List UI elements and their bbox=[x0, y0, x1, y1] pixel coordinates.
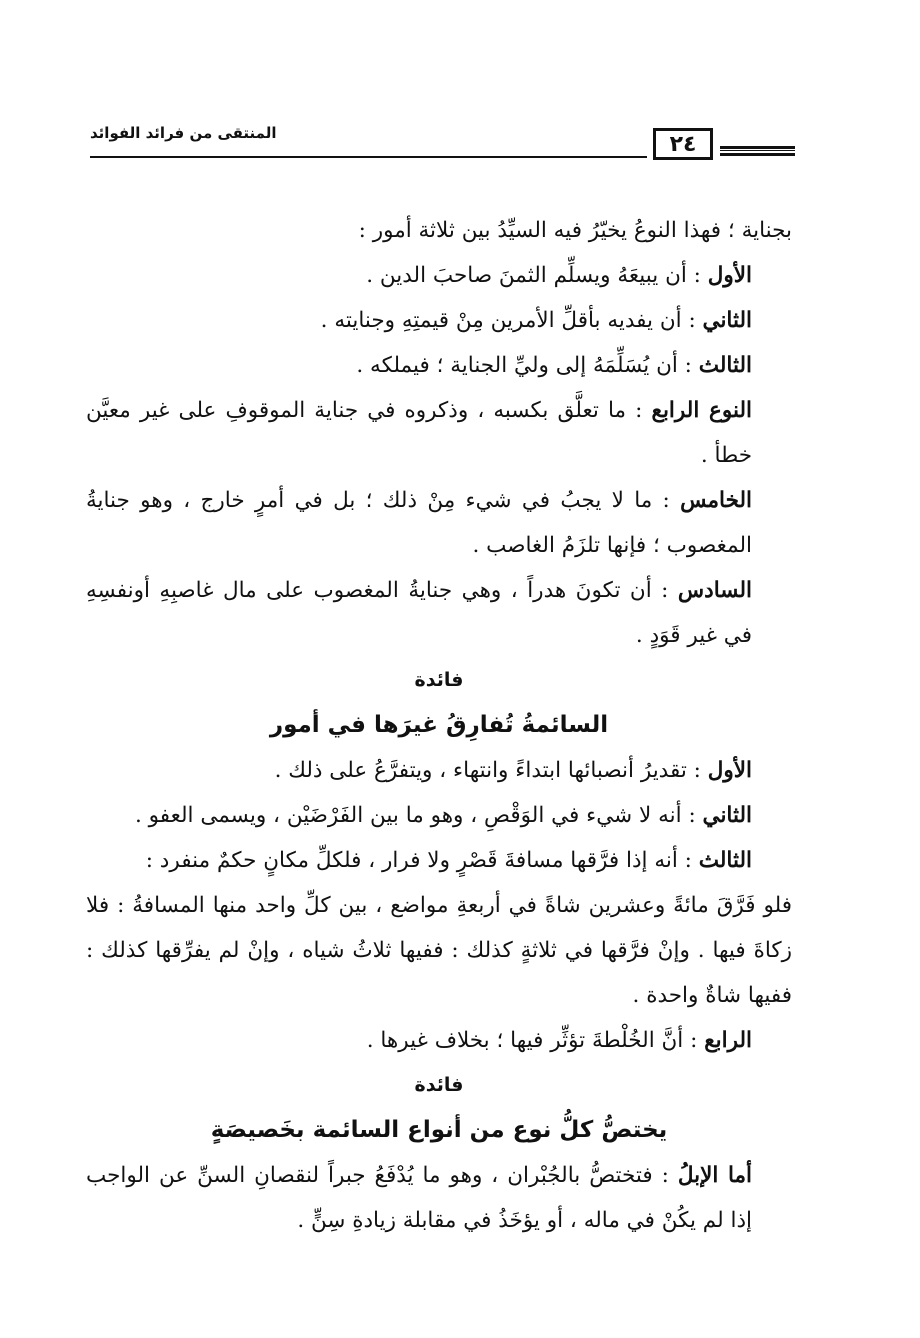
item-label: الثالث bbox=[698, 848, 752, 873]
list-item bbox=[86, 838, 792, 883]
list-item bbox=[86, 478, 792, 568]
item-text: : أن يبيعَهُ ويسلِّم الثمنَ صاحبَ الدين . bbox=[366, 263, 708, 288]
item-text: : تقديرُ أنصبائها ابتداءً وانتهاء ، ويتفرَّعُ على ذلك . bbox=[274, 758, 708, 783]
header-double-rule bbox=[720, 146, 795, 156]
item-label: الأول bbox=[707, 758, 752, 783]
item-text: : أن تكونَ هدراً ، وهي جنايةُ المغصوب على مال غاصبِهِ أونفسِهِ في غير قَوَدٍ . bbox=[86, 578, 752, 648]
page-number: ٢٤ bbox=[653, 128, 713, 160]
item-label: الثاني bbox=[702, 803, 752, 828]
item-label: الأول bbox=[707, 263, 752, 288]
section-heading: فائدة bbox=[414, 1074, 464, 1096]
list-item bbox=[86, 253, 792, 298]
running-title: المنتقى من فرائد الفوائد bbox=[90, 124, 277, 142]
list-item bbox=[86, 568, 792, 658]
list-item bbox=[86, 1018, 792, 1063]
item-text: : ما تعلَّق بكسبه ، وذكروه في جناية الموقوفِ على غير معيَّن خطأ . bbox=[86, 398, 752, 468]
item-text: : أنه إذا فرَّقها مسافةَ قَصْرٍ ولا فرار ، فلكلِّ مكانٍ حكمٌ منفرد : bbox=[145, 848, 699, 873]
list-item bbox=[86, 298, 792, 343]
page-body bbox=[86, 208, 792, 1243]
item-text: : أنَّ الخُلْطةَ تؤثِّر فيها ؛ بخلاف غيرها . bbox=[366, 1028, 705, 1053]
section-title: يختصُّ كلُّ نوع من أنواع السائمة بخَصيصَةٍ bbox=[210, 1117, 668, 1143]
list-item bbox=[86, 343, 792, 388]
item-text: : أنه لا شيء في الوَقْصِ ، وهو ما بين الفَرْضَيْن ، ويسمى العفو . bbox=[134, 803, 703, 828]
item-label: الثالث bbox=[698, 353, 752, 378]
list-item bbox=[86, 748, 792, 793]
item-text: : أن يفديه بأقلِّ الأمرين مِنْ قيمتِهِ وجنايته . bbox=[320, 308, 703, 333]
page-header bbox=[90, 118, 795, 168]
list-item bbox=[86, 1153, 792, 1243]
section-title: السائمةُ تُفارِقُ غيرَها في أمور bbox=[269, 712, 609, 738]
list-item bbox=[86, 388, 792, 478]
item-text: : أن يُسَلِّمَهُ إلى وليِّ الجناية ؛ فيملكه . bbox=[356, 353, 699, 378]
item-label: الثاني bbox=[702, 308, 752, 333]
item-label: الرابع bbox=[704, 1028, 752, 1053]
paragraph: بجناية ؛ فهذا النوعُ يخيّرُ فيه السيِّدُ بين ثلاثة أمور : bbox=[358, 218, 792, 243]
header-rule bbox=[90, 156, 647, 158]
list-item bbox=[86, 793, 792, 838]
item-label: النوع الرابع bbox=[651, 398, 752, 423]
item-label: السادس bbox=[677, 578, 752, 603]
item-text: : فتختصُّ بالجُبْران ، وهو ما يُدْفَعُ جبراً لنقصانِ السنِّ عن الواجب إذا لم يكُنْ في ماله ، أو يؤخَذُ في مقابلة زيادةِ سِنٍّ . bbox=[86, 1163, 752, 1233]
item-label: أما الإبلُ bbox=[677, 1163, 752, 1188]
paragraph: فلو فَرَّقَ مائةً وعشرين شاةً في أربعةِ مواضع ، بين كلِّ واحد منها المسافةُ : فلا زكاةَ فيها . وإنْ فرَّقها في ثلاثةٍ كذلك : ففيها ثلاثُ شياه ، وإنْ لم يفرِّقها كذلك : ففيها شاةٌ واحدة . bbox=[86, 893, 792, 1008]
section-heading: فائدة bbox=[414, 669, 464, 691]
item-text: : ما لا يجبُ في شيء مِنْ ذلك ؛ بل في أمرٍ خارج ، وهو جنايةُ المغصوب ؛ فإنها تلزَمُ الغاصب . bbox=[86, 488, 752, 558]
item-label: الخامس bbox=[680, 488, 752, 513]
